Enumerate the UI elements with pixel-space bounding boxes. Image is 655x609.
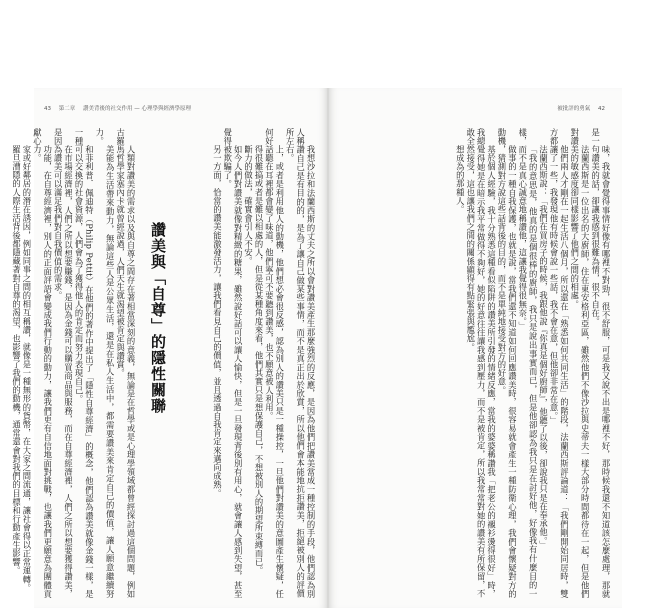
paragraph: 羅旦漕隱的人際生活背後都隱藏著對自尊的渴望，也影響了我們的動機，通常還會對我們的目標和行動產生影響。 <box>11 144 22 575</box>
left-page-number: 43 <box>44 106 51 112</box>
paragraph: 法蘭西斯說：「我們在買房子的時候，我跟他說『你真是個好廚師』，他聽了以後，卻說我只是在奉承他。」 <box>538 144 549 550</box>
paragraph: 在市場經濟裡，人們之所以想要賺錢，是因為金錢可以購買商品與服務，而在自尊經濟裡，人們之所以想要獲得讚美，是因為讚美可以滿足我們對自我價值的需求。 <box>53 128 74 598</box>
left-page-header <box>44 104 197 112</box>
paragraph: 得很難搞或者是難以相處的人，但是從某種角度來看，他們其實只是想保護自己，不想被別人的期望所束縛而已。 <box>253 144 264 575</box>
paragraph: 法蘭西斯是一位出名的大廚師，住在東安格利亞區，雖然他們不像沙拉與史蒂夫一樣大部分時間都待在一起，但是他們對讚美的敏感度卻同樣影響了他們之間的相處。 <box>569 128 591 598</box>
left-page-body-upper <box>196 128 316 598</box>
paragraph: 味，我就會覺得事情好像有哪裡不對勁，很不舒服，可是我又說不出是哪裡不好，那時候我還不知道該怎麼處理，那就是一句讚美的話，卻讓我感到很難為情，很不自在。 <box>590 128 611 598</box>
book-gutter <box>327 88 329 608</box>
chapter-title: 讚美背後的社交作用 — 心理學與經濟學原理 <box>83 106 192 112</box>
right-page-header <box>557 104 611 112</box>
paragraph: 美能為生活帶來動力，無論這些人是公眾生活，還是在私人生活中，都需要讚美來肯定自己的價值，讓人願意繼續努力。 <box>94 128 116 598</box>
paragraph: 功能，在自尊經濟裡，別人的正面評語會變成我們行動的動力，讓我們更有自信地面對挑戰，也讓我們更願意為團體貢獻心力。 <box>32 128 53 598</box>
right-page-number: 42 <box>598 106 605 112</box>
paragraph: 我想沙拉和法蘭西斯的丈夫之所以會對讚美產生那麼強烈的反應，是因為他們把讚美當成一種控制的手段，他們認為別人稱讚自己是有目的的，是為了讓自己做某些事情，而不是真正出於欣賞，所以他們會本能地抗拒讚美，拒絕被別人的評價所左右。 <box>285 128 316 598</box>
paragraph: 另一方面，恰當的讚美能激發活力，讓我們看見自己的價值，並且透過自我肯定來邁向成熟。 <box>212 144 223 498</box>
paragraph: 如今人們對讚美就像對精緻的糖果，雖然說好話可以讓人愉快，但是一旦發現背後別有用心，就會讓人感到失望，甚至覺得被欺騙了。 <box>222 128 244 598</box>
chapter-label: 第二章 <box>58 106 76 112</box>
left-page-body-lower <box>11 128 136 598</box>
paragraph: 和菲利普．佩迪特（Philip Pettit）在他們的著作中提出了「隱性自尊經濟」的概念，他們認為讚美就像金錢一樣，是一種可以交換的社會資源，人們會為了獲得他人的肯定而努力表現自己。 <box>73 128 95 598</box>
paragraph: 人類對讚美的需求以及與自尊之間存在著相當深刻的意義，無論是在哲學或是心理學領域都曾經探討過這個問題，例如古羅馬哲學家塞內卡就曾經說過，人們天生就渴望被肯定與讚賞。 <box>115 128 136 598</box>
paragraph: 上，或者是利用他人的動機，他們想必會很反感，認為別人的讚美只是一種操控，一旦他們對讚美的意圖產生懷疑，任何好話聽在耳裡都會變了味道，他們寧可不要聽到讚美，也不願意被人利用。 <box>264 128 285 598</box>
book-title: 被批評的勇氣 <box>557 106 591 112</box>
paragraph: 他們兩人才剛在一起生活八個月，所以還在「熟悉如何共同生活」的階段，法蘭西斯評論道：「我們剛開始同居時，雙方都讓了一些，我發現他有時候會說一些話，我不會在意，但他卻非常在意。」 <box>548 128 570 598</box>
section-heading: 讚美與「自尊」的隱性關聯 <box>149 222 167 414</box>
right-page-body <box>355 128 611 598</box>
paragraph: 做事的一種自我保護，也就是說，當我們還不知道如何回應讚美時，很容易就會產生一種防衛心理，我們會懷疑對方的動機，猜測對方說這些話背後的目的，而不是單純地接受對方的好意。 <box>496 128 518 598</box>
paragraph: 斷力的做法，確實會引人不安。 <box>243 144 254 265</box>
paragraph: 「我的意思是，他真的是個很棒的廚師，我只是說出事實而已，但是他卻認為我只是在討好他，好像我有什麼目的一樣，而不是真心誠意地稱讚他，這讓我覺得很無奈。」 <box>517 128 539 598</box>
paragraph: 基於個人經驗，我十分熟悉這種看似陷阱的讚美所引發的情緒反應，當我的婆婆稱讚我「把老公的襯衫燙得很好」時，我總覺得她是在暗示我平常做得不夠好，她的好意往往讓我感到壓力，而不是被肯定，所以我常常對她的讚美有所保留，不敢全然接受，這也讓我們之間的關係顯得有點緊張與尷尬。 <box>465 128 497 598</box>
paragraph: 家或好鄰居的潛在誘因，例如同事之間的相互稱讚，就像是一種無形的貨幣，在大家之間流通，讓社會得以正常運轉。 <box>21 144 32 592</box>
paragraph: 想成為的那種人。 <box>455 144 466 214</box>
